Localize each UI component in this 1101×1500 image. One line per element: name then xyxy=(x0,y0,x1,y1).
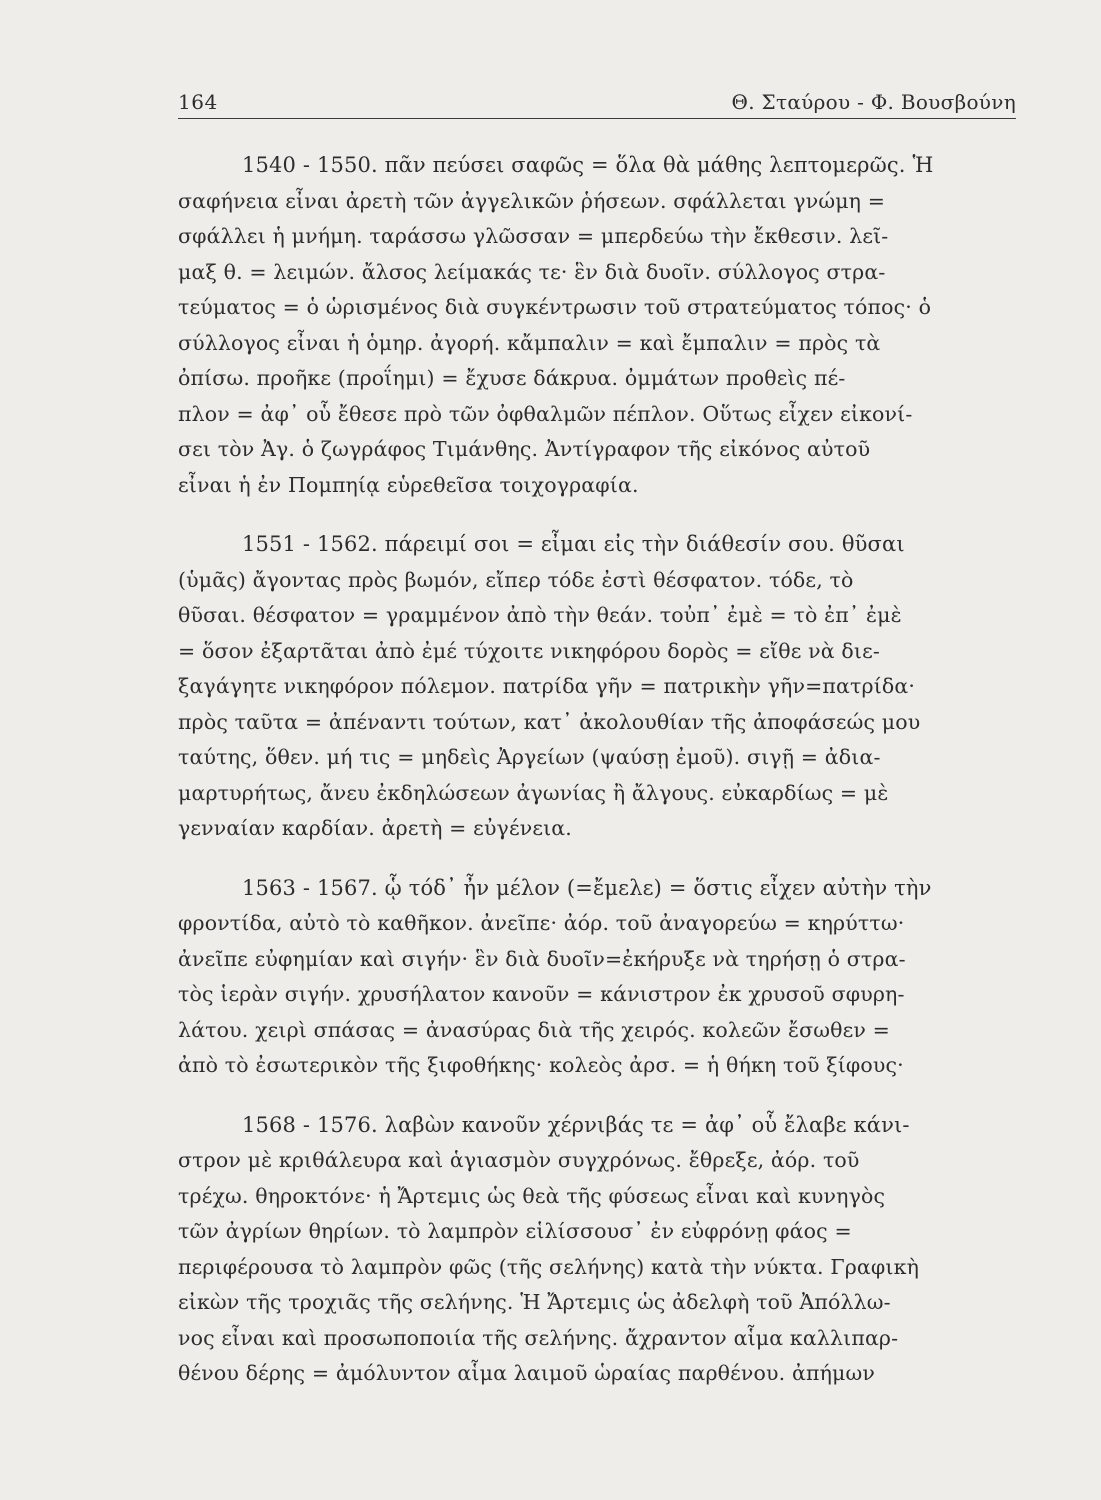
paragraph-1540-1550 xyxy=(178,148,1016,503)
text-line: ξαγάγητε νικηφόρον πόλεμον. πατρίδα γῆν = πατρικὴν γῆν=πατρίδα· xyxy=(178,674,916,698)
text-line: = ὅσον ἐξαρτᾶται ἀπὸ ἐμέ τύχοιτε νικηφόρου δορὸς = εἴθε νὰ διε- xyxy=(178,638,880,663)
text-line: σαφήνεια εἶναι ἀρετὴ τῶν ἀγγελικῶν ῥήσεων. σφάλλεται γνώμη = xyxy=(178,188,886,213)
text-line: θένου δέρης = ἀμόλυντον αἷμα λαιμοῦ ὡραίας παρθένου. ἀπήμων xyxy=(178,1361,875,1385)
text-line: πλον = ἀφ᾿ οὗ ἔθεσε πρὸ τῶν ὀφθαλμῶν πέπλον. Οὕτως εἶχεν εἰκονί- xyxy=(178,401,913,426)
text-line: σει τὸν Ἀγ. ὁ ζωγράφος Τιμάνθης. Ἀντίγραφον τῆς εἰκόνος αὐτοῦ xyxy=(178,437,871,461)
text-line: εἰκὼν τῆς τροχιᾶς τῆς σελήνης. Ἡ Ἄρτεμις ὡς ἀδελφὴ τοῦ Ἀπόλλω- xyxy=(178,1290,891,1314)
text-line: ὀπίσω. προῆκε (προΐημι) = ἔχυσε δάκρυα. ὀμμάτων προθεὶς πέ- xyxy=(178,366,846,390)
text-line: γενναίαν καρδίαν. ἀρετὴ = εὐγένεια. xyxy=(178,816,572,840)
text-line: τὸς ἱερὰν σιγήν. χρυσήλατον κανοῦν = κάνιστρον ἐκ χρυσοῦ σφυρη- xyxy=(178,982,905,1006)
text-line: σφάλλει ἡ μνήμη. ταράσσω γλῶσσαν = μπερδεύω τὴν ἔκθεσιν. λεῖ- xyxy=(178,224,889,248)
text-line: θῦσαι. θέσφατον = γραμμένον ἀπὸ τὴν θεάν. τοὐπ᾿ ἐμὲ = τὸ ἐπ᾿ ἐμὲ xyxy=(178,603,902,627)
text-line: 1551 - 1562. πάρειμί σοι = εἶμαι εἰς τὴν διάθεσίν σου. θῦσαι xyxy=(242,532,905,556)
text-line: τεύματος = ὁ ὡρισμένος διὰ συγκέντρωσιν τοῦ στρατεύματος τόπος· ὁ xyxy=(178,295,932,319)
running-head: Θ. Σταύρου - Φ. Βουσβούνη xyxy=(731,90,1016,114)
paragraph-1568-1576 xyxy=(178,1108,1016,1392)
text-line: πρὸς ταῦτα = ἀπέναντι τούτων, κατ᾿ ἀκολουθίαν τῆς ἀποφάσεώς μου xyxy=(178,709,921,734)
text-line: ἀπὸ τὸ ἐσωτερικὸν τῆς ξιφοθήκης· κολεὸς ἀρσ. = ἡ θήκη τοῦ ξίφους· xyxy=(178,1053,904,1077)
page-number: 164 xyxy=(178,90,218,114)
paragraph-1551-1562 xyxy=(178,527,1016,847)
text-line: ἀνεῖπε εὐφημίαν καὶ σιγήν· ἓν διὰ δυοῖν=ἐκήρυξε νὰ τηρήσῃ ὁ στρα- xyxy=(178,946,906,971)
text-line: (ὑμᾶς) ἄγοντας πρὸς βωμόν, εἴπερ τόδε ἐστὶ θέσφατον. τόδε, τὸ xyxy=(178,567,854,592)
text-line: 1540 - 1550. πᾶν πεύσει σαφῶς = ὅλα θὰ μάθης λεπτομερῶς. Ἡ xyxy=(242,153,934,177)
text-line: τρέχω. θηροκτόνε· ἡ Ἄρτεμις ὡς θεὰ τῆς φύσεως εἶναι καὶ κυνηγὸς xyxy=(178,1183,886,1208)
text-line: 1568 - 1576. λαβὼν κανοῦν χέρνιβάς τε = ἀφ᾿ οὗ ἔλαβε κάνι- xyxy=(242,1112,910,1137)
text-line: 1563 - 1567. ᾧ τόδ᾿ ἦν μέλον (=ἔμελε) = ὅστις εἶχεν αὐτὴν τὴν xyxy=(242,875,932,900)
text-line: σύλλογος εἶναι ἡ ὁμηρ. ἀγορή. κἄμπαλιν = καὶ ἔμπαλιν = πρὸς τὰ xyxy=(178,330,881,355)
commentary-text xyxy=(178,148,1016,1416)
text-line: μαρτυρήτως, ἄνευ ἐκδηλώσεων ἀγωνίας ἢ ἄλγους. εὐκαρδίως = μὲ xyxy=(178,780,889,805)
text-line: μαξ θ. = λειμών. ἄλσος λείμακάς τε· ἓν διὰ δυοῖν. σύλλογος στρα- xyxy=(178,259,886,284)
text-line: περιφέρουσα τὸ λαμπρὸν φῶς (τῆς σελήνης) κατὰ τὴν νύκτα. Γραφικὴ xyxy=(178,1254,920,1279)
text-line: φροντίδα, αὐτὸ τὸ καθῆκον. ἀνεῖπε· ἀόρ. τοῦ ἀναγορεύω = κηρύττω· xyxy=(178,911,905,935)
text-line: τῶν ἀγρίων θηρίων. τὸ λαμπρὸν εἱλίσσουσ᾿ ἐν εὐφρόνῃ φάος = xyxy=(178,1219,852,1243)
text-line: ταύτης, ὅθεν. μή τις = μηδεὶς Ἀργείων (ψαύσῃ ἐμοῦ). σιγῇ = ἀδια- xyxy=(178,745,881,769)
text-line: λάτου. χειρὶ σπάσας = ἀνασύρας διὰ τῆς χειρός. κολεῶν ἔσωθεν = xyxy=(178,1017,890,1042)
text-line: εἶναι ἡ ἐν Πομπηίᾳ εὑρεθεῖσα τοιχογραφία. xyxy=(178,472,639,497)
text-line: στρον μὲ κριθάλευρα καὶ ἁγιασμὸν συγχρόνως. ἔθρεξε, ἀόρ. τοῦ xyxy=(178,1148,860,1172)
text-line: νος εἶναι καὶ προσωποποιία τῆς σελήνης. ἄχραντον αἷμα καλλιπαρ- xyxy=(178,1325,899,1350)
page-header xyxy=(178,84,1016,119)
paragraph-1563-1567 xyxy=(178,871,1016,1084)
